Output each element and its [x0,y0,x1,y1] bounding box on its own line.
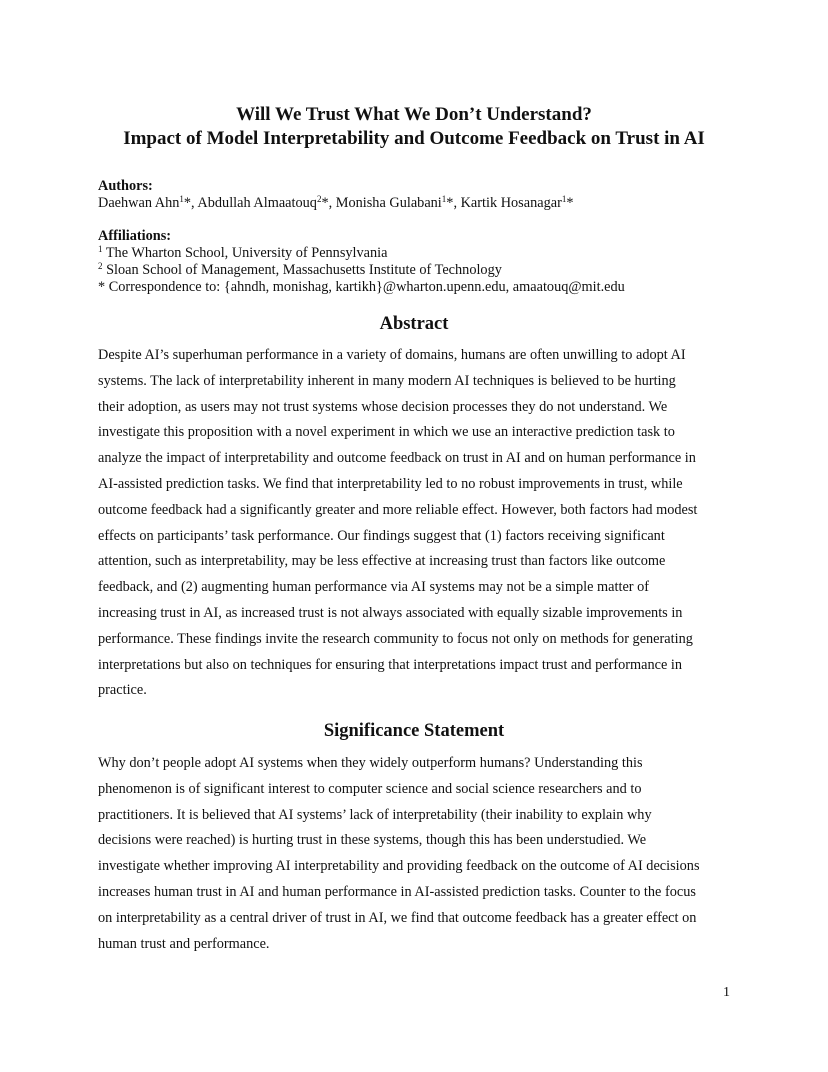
abstract-line: investigate this proposition with a novel experiment in which we use an interactive prediction task to [98,424,675,441]
affiliations-heading: Affiliations: [98,228,172,244]
author-name: Kartik Hosanagar [460,195,562,211]
significance-line: Why don’t people adopt AI systems when they widely outperform humans? Understanding this [98,755,643,771]
authors-list: Daehwan Ahn$^1$*, Abdullah Almaatouq$^2$*, Monisha Gulabani$^1$*, Kartik Hosanagar$^1$* [98,194,574,211]
paper-title [0,103,828,151]
author-name: Monisha Gulabani [335,195,442,211]
authors-section [98,178,738,212]
significance-line: decisions were reached) is hurting trust in these systems, though this has been understudied. We [98,832,647,849]
author-affiliation-mark: 1 [441,194,447,204]
significance-heading: Significance Statement [323,721,505,741]
abstract-line: systems. The lack of interpretability inherent in many modern AI techniques is believed to be hurting [98,372,676,389]
abstract-line: attention, such as interpretability, may be less effective at increasing trust than factors like outcome [98,553,666,570]
significance-line: on interpretability as a central driver of trust in AI, we find that outcome feedback has a greater effect on [98,909,697,926]
affiliation-mark: 1 [98,244,103,254]
abstract-paragraph [98,343,738,704]
title-line-1: Will We Trust What We Don’t Understand? [236,104,592,125]
abstract-line: feedback, and (2) augmenting human performance via AI systems may not be a simple matter of [98,579,650,596]
abstract-line: interpretations but also on techniques for ensuring that interpretations impact trust and performance in [98,656,683,673]
significance-line: investigate whether improving AI interpretability and providing feedback on the outcome of AI decisions [98,858,700,875]
affiliation-text: The Wharton School, University of Pennsylvania [105,245,388,261]
significance-line: practitioners. It is believed that AI systems’ lack of interpretability (their inability to explain why [98,806,652,823]
abstract-line: performance. These findings invite the research community to focus not only on methods for generating [98,630,693,647]
abstract-line: increasing trust in AI, as increased trust is not always associated with equally sizable improvements in [98,604,683,621]
abstract-heading: Abstract [379,314,449,334]
abstract-line: Despite AI’s superhuman performance in a variety of domains, humans are often unwilling to adopt AI [98,347,686,363]
affiliation-mark: 2 [98,261,103,271]
author-correspondence-mark: * [183,195,192,211]
abstract-line: AI-assisted prediction tasks. We find that interpretability led to no robust improvements in trust, while [98,475,683,492]
significance-line: increases human trust in AI and human performance in AI-assisted prediction tasks. Counter to the focus [98,883,696,900]
author-correspondence-mark: * [446,195,454,211]
significance-paragraph [98,751,738,957]
abstract-line: analyze the impact of interpretability and outcome feedback on trust in AI and on human performance in [98,450,696,467]
author-affiliation-mark: 2 [316,194,322,204]
affiliation-item [98,245,738,262]
affiliations-section [98,228,738,296]
abstract-line: effects on participants’ task performance. Our findings suggest that (1) factors receiving significant [98,527,665,544]
page-number: 1 [723,985,730,1000]
authors-heading: Authors: [98,178,153,194]
significance-line: phenomenon is of significant interest to computer science and social science researchers and to [98,780,642,797]
author-name: Daehwan Ahn [98,195,180,211]
significance-line: human trust and performance. [98,935,270,952]
abstract-line: their adoption, as users may not trust systems whose decision processes they do not understand. We [98,398,668,415]
author-correspondence-mark: * [321,195,329,211]
correspondence-line: * Correspondence to: {ahndh, monishag, kartikh}@wharton.upenn.edu, amaatouq@mit.edu [98,279,625,295]
abstract-line: practice. [98,682,147,699]
author-affiliation-mark: 1 [561,194,567,204]
affiliation-text: Sloan School of Management, Massachusetts Institute of Technology [106,262,502,278]
author-correspondence-mark: * [566,195,574,211]
title-line-2: Impact of Model Interpretability and Outcome Feedback on Trust in AI [123,128,705,149]
author-affiliation-mark: 1 [179,194,184,204]
affiliation-item [98,262,738,279]
author-name: Abdullah Almaatouq [197,195,317,211]
abstract-line: outcome feedback had a significantly greater and more reliable effect. However, both factors had modest [98,501,698,518]
